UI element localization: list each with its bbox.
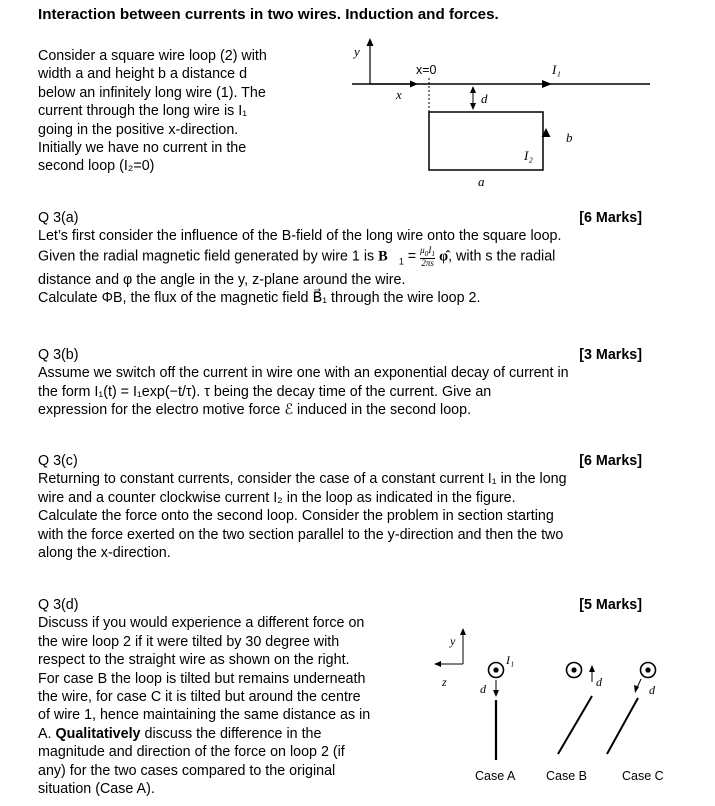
- q3a-line-2: Given the radial magnetic field generated by wire 1 is $B⃗_1$ = $\frac{\mu_0I_1}{2\pi s}$ φ̂, with s the radial: [38, 244, 556, 268]
- tilt-cases-figure: [420, 620, 690, 790]
- q3b-section: [38, 346, 642, 420]
- case-a-d-arrowhead: [493, 690, 499, 697]
- case-a-d-label: d: [480, 682, 486, 696]
- q3b-marks: [3 Marks]: [579, 347, 642, 363]
- a-label: a: [478, 174, 485, 189]
- case-b-d-label: d: [596, 675, 602, 689]
- q3b-heading-row: [38, 346, 642, 364]
- q3c-line-3: Calculate the force onto the second loop. Consider the problem in section starting: [38, 508, 554, 525]
- case-c-label: Case C: [622, 769, 664, 783]
- i1-label: I₁: [552, 62, 561, 77]
- q3a-section: [38, 209, 642, 308]
- intro-line-6: Initially we have no current in the: [38, 140, 247, 157]
- i1-arrowhead: [542, 80, 552, 88]
- intro-line-7: second loop (I₂=0): [38, 158, 155, 175]
- q3d-line-10: situation (Case A).: [38, 781, 155, 798]
- case-b-d-arrowhead: [589, 665, 595, 672]
- case-c-loop: [607, 698, 638, 754]
- intro-line-1: Consider a square wire loop (2) with: [38, 48, 267, 64]
- q3c-line-4: with the force exerted on the two section parallel to the y-direction and then the two: [38, 526, 564, 543]
- intro-line-4: current through the long wire is I₁: [38, 103, 248, 120]
- q3d-line-1: Discuss if you would experience a different force on: [38, 615, 365, 632]
- wire-loop-figure: [340, 36, 660, 196]
- q3d-line-4: For case B the loop is tilted but remains underneath: [38, 670, 366, 687]
- case-a-i1-label: I₁: [506, 653, 515, 667]
- q3b-line-1: Assume we switch off the current in wire one with an exponential decay of current in: [38, 365, 569, 382]
- q3d-line-8: magnitude and direction of the force on loop 2 (if: [38, 744, 345, 761]
- y-axis-arrowhead: [367, 38, 374, 46]
- z-axis-label: z: [442, 675, 447, 689]
- q3d-marks: [5 Marks]: [579, 597, 642, 613]
- case-a-wire-dot: [493, 667, 498, 672]
- case-b-wire-dot: [571, 667, 576, 672]
- q3d-bold-word: Qualitatively: [55, 725, 141, 742]
- z-axis-arrowhead: [434, 661, 441, 667]
- q3c-heading: Q 3(c): [38, 453, 78, 469]
- case-c-d-label: d: [649, 683, 655, 697]
- page-title: Interaction between currents in two wires. Induction and forces.: [38, 6, 499, 23]
- q3d-line-9: any) for the two cases compared to the original: [38, 762, 336, 779]
- q3d-line-3: respect to the straight wire as shown on the right.: [38, 652, 350, 669]
- q3b-heading: Q 3(b): [38, 347, 79, 363]
- case-b-label: Case B: [546, 769, 587, 783]
- q3a-line-3: distance and φ the angle in the y, z-plane around the wire.: [38, 271, 406, 288]
- d-label: d: [481, 91, 488, 106]
- d-arrow-head-down: [470, 103, 476, 110]
- q3d-heading-row: [38, 596, 642, 614]
- y-axis-2-arrowhead: [460, 628, 466, 635]
- q3d-line-2: the wire loop 2 if it were tilted by 30 degree with: [38, 633, 340, 650]
- y-axis-label: y: [354, 44, 360, 59]
- x-axis-label: x: [396, 87, 402, 102]
- q3a-line-4: Calculate ΦB, the flux of the magnetic field B⃗₁ through the wire loop 2.: [38, 290, 481, 307]
- b-label: b: [566, 130, 573, 145]
- case-b-loop: [558, 696, 592, 754]
- intro-line-2: width a and height b a distance d: [38, 66, 248, 83]
- q3d-line-6: of wire 1, hence maintaining the same distance as in: [38, 707, 371, 724]
- y-axis-2-label: y: [450, 634, 456, 648]
- q3a-heading: Q 3(a): [38, 210, 79, 226]
- intro-line-3: below an infinitely long wire (1). The: [38, 84, 266, 101]
- q3a-marks: [6 Marks]: [579, 210, 642, 226]
- case-c-wire-dot: [645, 667, 650, 672]
- i2-label: I₂: [524, 148, 533, 163]
- q3d-line-7: A. Qualitatively discuss the difference in the: [38, 725, 322, 742]
- case-a-label: Case A: [475, 769, 516, 783]
- q3c-heading-row: [38, 452, 642, 470]
- q3c-section: [38, 452, 642, 562]
- x0-label: x=0: [416, 63, 437, 77]
- q3b-line-3: expression for the electro motive force ℰ induced in the second loop.: [38, 402, 472, 419]
- d-arrow-head-up: [470, 86, 476, 93]
- q3d-heading: Q 3(d): [38, 597, 79, 613]
- intro-paragraph: [38, 47, 267, 176]
- q3b-line-2: the form I₁(t) = I₁exp(−t/τ). τ being the decay time of the current. Give an: [38, 383, 492, 400]
- q3a-line-1: Let’s first consider the influence of the B-field of the long wire onto the square loop.: [38, 228, 562, 245]
- q3c-line-2: wire and a counter clockwise current I₂ in the loop as indicated in the figure.: [38, 489, 516, 506]
- intro-line-5: going in the positive x-direction.: [38, 121, 239, 138]
- q3a-heading-row: [38, 209, 642, 227]
- q3c-line-5: along the x-direction.: [38, 545, 171, 562]
- q3c-marks: [6 Marks]: [579, 453, 642, 469]
- q3c-line-1: Returning to constant currents, consider the case of a constant current I₁ in the long: [38, 471, 567, 488]
- q3d-line-5: the wire, for case C it is tilted but around the centre: [38, 689, 361, 706]
